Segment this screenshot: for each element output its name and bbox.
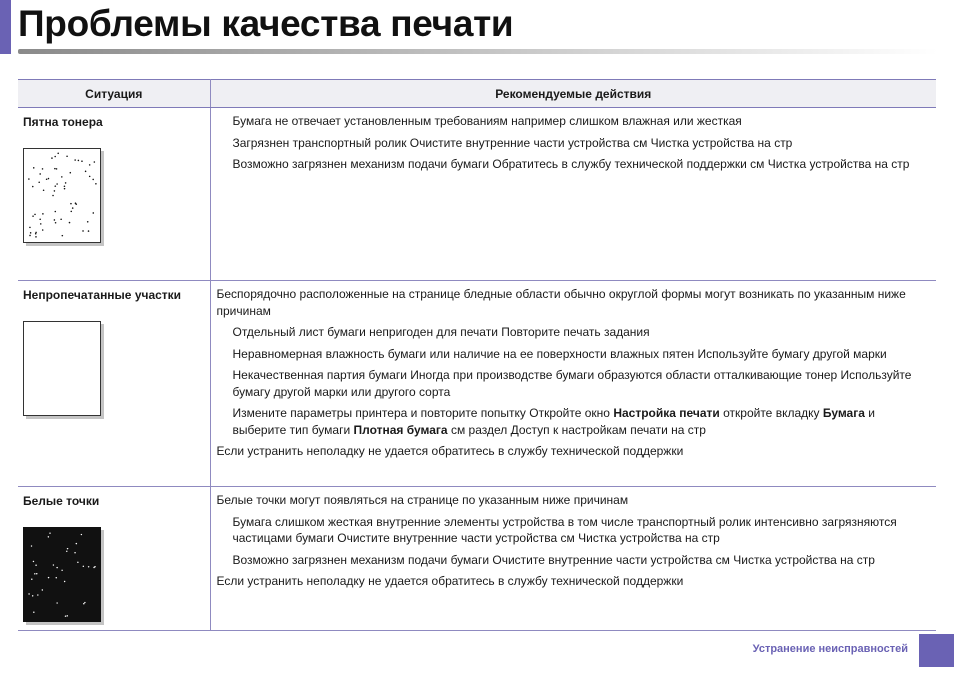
- action-text: Измените параметры принтера и повторите попытку Откройте окно: [232, 406, 614, 420]
- sample-dot: [75, 202, 77, 204]
- sample-dot: [31, 545, 32, 546]
- action-outro: Если устранить неполадку не удается обратитесь в службу технической поддержки: [216, 444, 684, 458]
- sample-dot: [60, 218, 62, 220]
- sample-dot: [56, 602, 57, 603]
- sample-dot: [42, 229, 44, 231]
- thick-paper-label: Плотная бумага: [353, 422, 448, 437]
- sample-dot: [70, 202, 72, 204]
- sample-dot: [89, 164, 91, 166]
- sample-dot: [62, 234, 64, 236]
- sample-dot: [35, 236, 37, 238]
- sample-dot: [61, 176, 63, 178]
- sample-dot: [34, 573, 35, 574]
- sample-dot: [56, 576, 57, 577]
- sample-dot: [88, 230, 90, 232]
- paper-tab-label: Бумага: [822, 406, 865, 420]
- sample-dot: [54, 185, 56, 187]
- action-text: откройте вкладку: [719, 406, 823, 420]
- sample-dot: [28, 178, 30, 180]
- situation-cell: [18, 487, 210, 631]
- action-item: Бумага слишком жесткая внутренние элементы устройства в том числе транспортный ролик интенсивно загрязняются частицами бумаги Очистите внутренние части устройства см Чистка устройства на стр: [232, 514, 897, 545]
- action-outro: Если устранить неполадку не удается обратитесь в службу технической поддержки: [216, 574, 684, 588]
- action-intro: Белые точки могут появляться на странице по указанным ниже причинам: [216, 493, 629, 507]
- sample-dot: [48, 576, 49, 577]
- sample-dot: [56, 566, 57, 567]
- situation-cell: [18, 108, 210, 281]
- sample-dot: [54, 219, 56, 221]
- sample-dot: [92, 178, 94, 180]
- table-header-row: [18, 80, 936, 108]
- sample-dot: [85, 170, 87, 172]
- sample-dot: [76, 542, 77, 543]
- sample-dot: [61, 569, 62, 570]
- sample-dot: [30, 232, 32, 234]
- sample-dot: [32, 185, 34, 187]
- sample-dot: [43, 189, 45, 191]
- table-row: [18, 487, 936, 631]
- sample-dot: [94, 161, 96, 163]
- sample-dot: [77, 561, 78, 562]
- print-settings-label: Настройка печати: [613, 406, 720, 420]
- sample-dot: [37, 594, 38, 595]
- white-spots-icon: [24, 528, 100, 621]
- sample-dot: [34, 213, 36, 215]
- sample-dot: [87, 221, 89, 223]
- action-item: [217, 405, 931, 438]
- action-item: Возможно загрязнен механизм подачи бумаги Обратитесь в службу технической поддержки см Чистка устройства на стр: [232, 157, 910, 171]
- situation-label: Белые точки: [23, 494, 100, 508]
- sample-dot: [51, 157, 53, 159]
- actions-cell: [210, 108, 936, 281]
- sample-dot: [69, 221, 71, 223]
- sample-dot: [56, 168, 58, 170]
- header-accent-bar: [0, 0, 11, 54]
- sample-dot: [81, 160, 83, 162]
- sample-dot: [46, 178, 48, 180]
- sample-dot: [65, 182, 67, 184]
- sample-dot: [55, 222, 57, 224]
- white-spots-sample-image: [23, 527, 101, 622]
- action-item: Отдельный лист бумаги непригоден для печати Повторите печать задания: [232, 325, 650, 339]
- sample-dot: [67, 615, 68, 616]
- sample-dot: [29, 234, 31, 236]
- sample-dot: [36, 572, 37, 573]
- troubleshooting-table: [18, 79, 936, 631]
- action-intro: Беспорядочно расположенные на странице бледные области обычно округлой формы могут возникать по указанным ниже причинам: [216, 287, 906, 318]
- sample-dot: [88, 566, 89, 567]
- sample-dot: [35, 232, 37, 234]
- sample-dot: [57, 152, 59, 154]
- footer-section-label: Устранение неисправностей: [752, 643, 908, 655]
- action-item: Возможно загрязнен механизм подачи бумаги Очистите внутренние части устройства см Чистка устройства на стр: [232, 552, 875, 567]
- sample-dot: [92, 212, 94, 214]
- sample-dot: [65, 615, 66, 616]
- sample-dot: [70, 210, 72, 212]
- sample-dot: [32, 215, 34, 217]
- sample-dot: [70, 171, 72, 173]
- title-underline: [18, 49, 938, 54]
- sample-dot: [66, 155, 68, 157]
- sample-dot: [81, 533, 82, 534]
- situation-label: Пятна тонера: [23, 115, 103, 129]
- action-item: Загрязнен транспортный ролик Очистите внутренние части устройства см Чистка устройства на стр: [232, 135, 793, 150]
- table-row: [18, 108, 936, 281]
- sample-dot: [64, 187, 66, 189]
- sample-dot: [94, 565, 95, 566]
- sample-dot: [64, 185, 66, 187]
- sample-dot: [54, 190, 56, 192]
- sample-dot: [84, 601, 85, 602]
- column-header-situation: Ситуация: [18, 80, 210, 108]
- sample-dot: [33, 560, 34, 561]
- sample-dot: [64, 580, 65, 581]
- action-text: см раздел Доступ к настройкам печати на стр: [447, 422, 706, 437]
- sample-dot: [32, 595, 33, 596]
- dropouts-sample-image: [23, 321, 101, 416]
- sample-dot: [56, 183, 58, 185]
- sample-dot: [66, 550, 67, 551]
- sample-dot: [83, 603, 84, 604]
- sample-dot: [54, 210, 56, 212]
- sample-dot: [33, 611, 34, 612]
- toner-specks-icon: [24, 149, 100, 242]
- page-number-box: [919, 634, 954, 667]
- sample-dot: [67, 547, 68, 548]
- sample-dot: [72, 207, 74, 209]
- toner-specks-sample-image: [23, 148, 101, 243]
- sample-dot: [29, 226, 31, 228]
- sample-dot: [39, 173, 41, 175]
- sample-dot: [52, 194, 54, 196]
- sample-dot: [42, 589, 43, 590]
- sample-dot: [89, 175, 91, 177]
- sample-dot: [40, 223, 42, 225]
- sample-dot: [78, 159, 80, 161]
- action-text: и выберите тип бумаги: [232, 406, 875, 437]
- sample-dot: [39, 218, 41, 220]
- sample-dot: [35, 564, 36, 565]
- sample-dot: [83, 565, 84, 566]
- situation-cell: [18, 281, 210, 487]
- sample-dot: [53, 564, 54, 565]
- action-item: Бумага не отвечает установленным требованиям например слишком влажная или жесткая: [232, 114, 742, 128]
- sample-dot: [33, 167, 35, 169]
- sample-dot: [48, 536, 49, 537]
- sample-dot: [48, 177, 50, 179]
- situation-label: Непропечатанные участки: [23, 288, 182, 302]
- action-item: Неравномерная влажность бумаги или наличие на ее поверхности влажных пятен Используйте бумагу другой марки: [232, 346, 887, 361]
- action-item: Некачественная партия бумаги Иногда при производстве бумаги образуются области отталкивающие тонер Используйте бумагу другой марки или другого сорта: [232, 368, 912, 399]
- sample-dot: [82, 230, 84, 232]
- sample-dot: [38, 181, 40, 183]
- sample-dot: [95, 183, 97, 185]
- sample-dot: [49, 532, 50, 533]
- table-row: [18, 281, 936, 487]
- sample-dot: [28, 593, 29, 594]
- actions-cell: [210, 487, 936, 631]
- sample-dot: [31, 578, 32, 579]
- sample-dot: [74, 159, 76, 161]
- column-header-actions: Рекомендуемые действия: [210, 80, 936, 108]
- actions-cell: [210, 281, 936, 487]
- sample-dot: [42, 213, 44, 215]
- sample-dot: [54, 155, 56, 157]
- sample-dot: [54, 167, 56, 169]
- sample-dot: [74, 552, 75, 553]
- page-title: Проблемы качества печати: [18, 3, 514, 44]
- sample-dot: [42, 168, 44, 170]
